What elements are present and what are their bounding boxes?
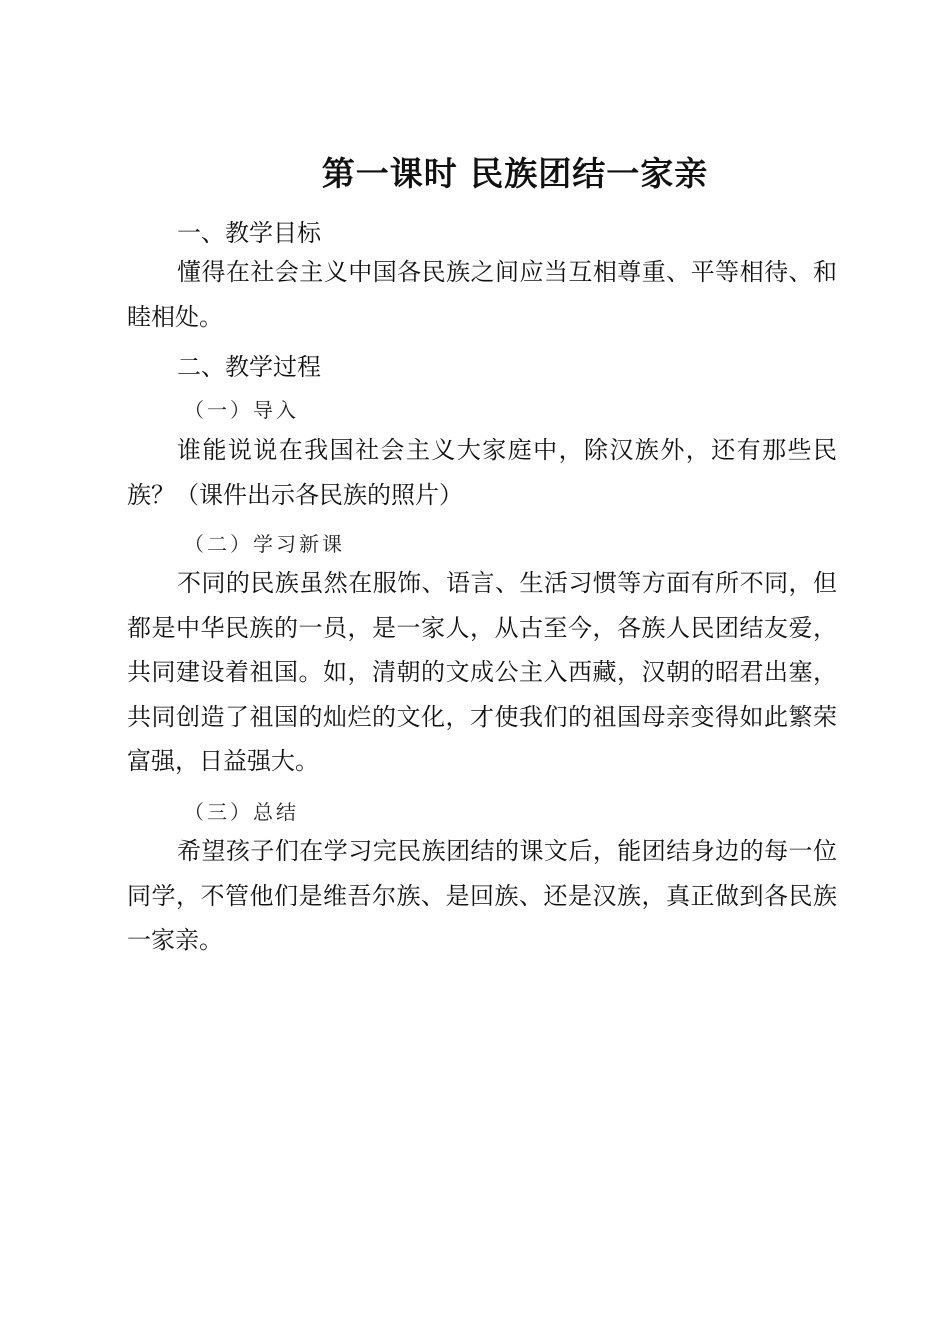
new-lesson-paragraph: 不同的民族虽然在服饰、语言、生活习惯等方面有所不同，但都是中华民族的一员，是一家人，从古至今，各族人民团结友爱，共同建设着祖国。如，清朝的文成公主入西藏，汉朝的昭君出塞，共同创造了祖国的灿烂的文化，才使我们的祖国母亲变得如此繁荣富强，日益强大。 — [127, 569, 837, 775]
page-title: 第一课时 民族团结一家亲 — [321, 154, 709, 193]
introduction-paragraph: 谁能说说在我国社会主义大家庭中，除汉族外，还有那些民族？（课件出示各民族的照片） — [127, 436, 837, 509]
section-heading-objectives: 一、教学目标 — [177, 219, 321, 247]
subheading-introduction: （一）导入 — [184, 398, 299, 422]
subheading-summary: （三）总结 — [184, 800, 299, 824]
objectives-paragraph: 懂得在社会主义中国各民族之间应当互相尊重、平等相待、和睦相处。 — [127, 258, 837, 331]
summary-paragraph: 希望孩子们在学习完民族团结的课文后，能团结身边的每一位同学，不管他们是维吾尔族、是回族、还是汉族，真正做到各民族一家亲。 — [127, 837, 837, 954]
section-heading-process: 二、教学过程 — [177, 353, 321, 381]
subheading-new-lesson: （二）学习新课 — [184, 532, 345, 556]
